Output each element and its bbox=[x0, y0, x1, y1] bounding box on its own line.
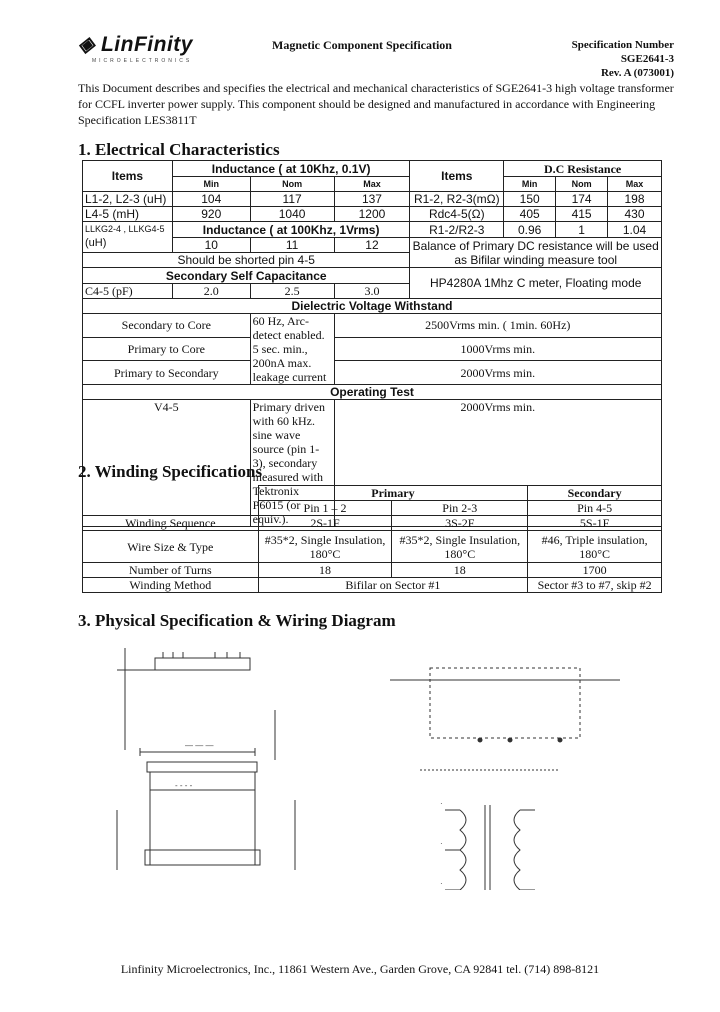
primary-header: Primary bbox=[258, 486, 528, 501]
side-view-base bbox=[145, 850, 260, 865]
cell: 2.5 bbox=[250, 284, 334, 299]
section2-heading: 2. Winding Specifications bbox=[78, 462, 263, 481]
mechanical-drawing bbox=[95, 640, 355, 890]
document-title: Magnetic Component Specification bbox=[272, 38, 452, 52]
cell: 2000Vrms min. bbox=[334, 361, 661, 385]
logo-mark-icon: ◈ bbox=[78, 33, 101, 56]
cell: 104 bbox=[172, 192, 250, 207]
pin-header: Pin 1 – 2 bbox=[258, 501, 392, 516]
leakage-header: Inductance ( at 100Khz, 1Vrms) bbox=[172, 222, 410, 238]
pin-number: · bbox=[440, 799, 443, 808]
cell: 1000Vrms min. bbox=[334, 337, 661, 361]
row-label: L1-2, L2-3 (uH) bbox=[83, 192, 173, 207]
operating-condition: Primary driven with 60 kHz. sine wave source (pin 1-3), secondary measured with Tektronix P6015 (or equiv.). bbox=[250, 400, 334, 527]
cell: 1 bbox=[556, 222, 608, 238]
spec-label: Specification Number bbox=[571, 39, 674, 51]
inductance-header: Inductance ( at 10Khz, 0.1V) bbox=[172, 161, 410, 177]
cell: 1200 bbox=[334, 207, 410, 222]
row-label: C4-5 (pF) bbox=[83, 284, 173, 299]
cell: 1.04 bbox=[608, 222, 662, 238]
cell: 405 bbox=[504, 207, 556, 222]
revision: Rev. A (073001) bbox=[600, 67, 674, 79]
row-label: L4-5 (mH) bbox=[83, 207, 173, 222]
logo-subtitle: MICROELECTRONICS bbox=[92, 58, 193, 64]
table-row bbox=[83, 531, 662, 563]
top-view-body bbox=[155, 658, 250, 670]
cell: 2.0 bbox=[172, 284, 250, 299]
cell: #35*2, Single Insulation, 180°C bbox=[392, 531, 528, 563]
cell: 174 bbox=[556, 192, 608, 207]
blank-cell bbox=[83, 501, 259, 516]
dielectric-condition: 60 Hz, Arc-detect enabled. 5 sec. min., 200nA max. leakage current bbox=[250, 314, 334, 385]
footer: Linfinity Microelectronics, Inc., 11861 Western Ave., Garden Grove, CA 92841 tel. (714) 898-8121 bbox=[120, 962, 600, 976]
cell: 198 bbox=[608, 192, 662, 207]
cell: 1040 bbox=[250, 207, 334, 222]
ratio-label: R1-2/R2-3 bbox=[410, 222, 504, 238]
table-row bbox=[83, 516, 662, 531]
row-label: Wire Size & Type bbox=[83, 531, 259, 563]
table-row bbox=[83, 207, 662, 222]
row-label: Number of Turns bbox=[83, 563, 259, 578]
cell: 0.96 bbox=[504, 222, 556, 238]
row-label: Primary to Secondary bbox=[83, 361, 251, 385]
table-row bbox=[83, 192, 662, 207]
company-logo: ◈ LinFinity bbox=[78, 33, 193, 56]
row-label: R1-2, R2-3(mΩ) bbox=[410, 192, 504, 207]
cell: 2500Vrms min. ( 1min. 60Hz) bbox=[334, 314, 661, 338]
dc-resistance-header: D.C Resistance bbox=[504, 161, 662, 177]
cell: 920 bbox=[172, 207, 250, 222]
cell: 117 bbox=[250, 192, 334, 207]
cell: 2S-1F bbox=[258, 516, 392, 531]
cell: Bifilar on Sector #1 bbox=[258, 578, 528, 593]
table-row bbox=[83, 578, 662, 593]
cell: 137 bbox=[334, 192, 410, 207]
cell: 5S-1F bbox=[528, 516, 662, 531]
dimension-label: — — — bbox=[185, 741, 214, 750]
pcb-outline bbox=[430, 668, 580, 738]
winding-table bbox=[82, 485, 662, 593]
min-header: Min bbox=[172, 177, 250, 192]
row-label: Primary to Core bbox=[83, 337, 251, 361]
dc-items-header: Items bbox=[410, 161, 504, 192]
dimension-label: - - - - bbox=[175, 781, 193, 790]
capacitance-header: Secondary Self Capacitance bbox=[83, 268, 410, 284]
max-header: Max bbox=[334, 177, 410, 192]
dc-nom-header: Nom bbox=[556, 177, 608, 192]
cell: 2000Vrms min. bbox=[334, 400, 661, 527]
cell: 3.0 bbox=[334, 284, 410, 299]
dielectric-header: Dielectric Voltage Withstand bbox=[83, 299, 662, 314]
items-header: Items bbox=[83, 161, 173, 192]
row-label: Winding Sequence bbox=[83, 516, 259, 531]
table-row bbox=[83, 563, 662, 578]
section1-heading: 1. Electrical Characteristics bbox=[78, 140, 280, 159]
row-label: Secondary to Core bbox=[83, 314, 251, 338]
cell: 415 bbox=[556, 207, 608, 222]
cell: 18 bbox=[392, 563, 528, 578]
operating-test-header: Operating Test bbox=[83, 385, 662, 400]
wiring-diagram bbox=[360, 640, 660, 890]
secondary-header: Secondary bbox=[528, 486, 662, 501]
spec-info bbox=[572, 38, 674, 80]
cell: 3S-2F bbox=[392, 516, 528, 531]
cell: #46, Triple insulation, 180°C bbox=[528, 531, 662, 563]
row-label: Rdc4-5(Ω) bbox=[410, 207, 504, 222]
pin-number: · bbox=[440, 839, 443, 848]
cell: 430 bbox=[608, 207, 662, 222]
cell: 12 bbox=[334, 238, 410, 253]
balance-note: Balance of Primary DC resistance will be used as Bifilar winding measure tool bbox=[410, 238, 662, 268]
pin-number: · bbox=[440, 879, 443, 888]
leakage-label: LLKG2-4 , LLKG4-5 (uH) bbox=[83, 222, 173, 253]
cell: Sector #3 to #7, skip #2 bbox=[528, 578, 662, 593]
dc-min-header: Min bbox=[504, 177, 556, 192]
shorted-note: Should be shorted pin 4-5 bbox=[83, 253, 410, 268]
cell: #35*2, Single Insulation, 180°C bbox=[258, 531, 392, 563]
intro-paragraph: This Document describes and specifies the electrical and mechanical characteristics of SGE2641-3 high voltage transformer for CCFL inverter power supply. This component should be designed and manufactured in accordance with Engineering Specification LES3811T bbox=[78, 81, 674, 127]
cell: 1700 bbox=[528, 563, 662, 578]
section3-heading: 3. Physical Specification & Wiring Diagram bbox=[78, 611, 396, 630]
capacitance-note: HP4280A 1Mhz C meter, Floating mode bbox=[410, 268, 662, 299]
row-label: Winding Method bbox=[83, 578, 259, 593]
nom-header: Nom bbox=[250, 177, 334, 192]
pin-header: Pin 4-5 bbox=[528, 501, 662, 516]
cell: 10 bbox=[172, 238, 250, 253]
side-view-top bbox=[147, 762, 257, 772]
cell: 18 bbox=[258, 563, 392, 578]
dc-max-header: Max bbox=[608, 177, 662, 192]
pin-header: Pin 2-3 bbox=[392, 501, 528, 516]
spec-number: SGE2641-3 bbox=[620, 53, 674, 65]
cell: 150 bbox=[504, 192, 556, 207]
blank-cell bbox=[83, 486, 259, 501]
cell: 11 bbox=[250, 238, 334, 253]
row-label: V4-5 bbox=[83, 400, 251, 527]
